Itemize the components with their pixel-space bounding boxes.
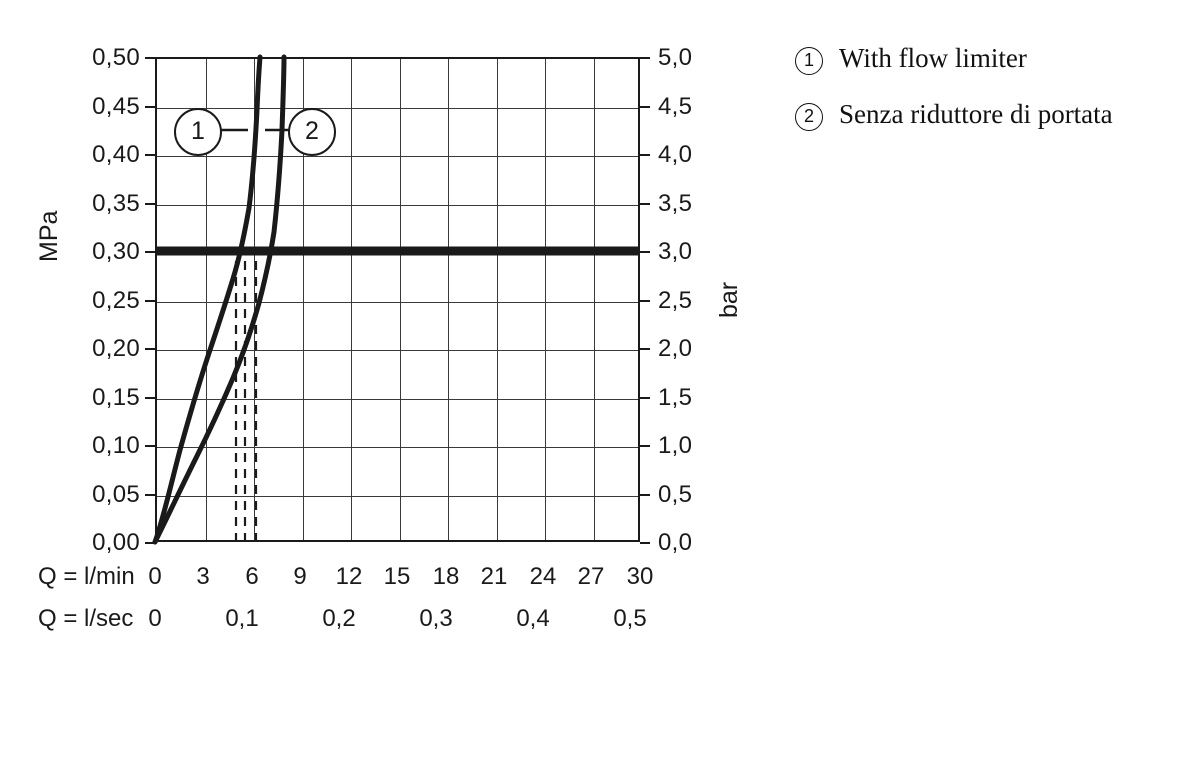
- x-tick-label-lmin: 24: [529, 563, 557, 590]
- y-tick-label-left: 0,45: [92, 92, 140, 120]
- y-tick-label-left: 0,30: [92, 238, 140, 265]
- y-tick-label-right: 3,5: [658, 189, 693, 217]
- x-tick-label-lmin: 12: [335, 563, 363, 590]
- x-tick-label-lmin: 3: [196, 563, 210, 590]
- y-tick-label-left: 0,35: [92, 189, 140, 217]
- callout-1: 1: [174, 108, 222, 156]
- legend-number-icon: 2: [795, 103, 823, 131]
- y-tick-label-right: 1,0: [658, 432, 693, 459]
- y-tick-label-left: 0,50: [92, 44, 140, 71]
- y-tick-label-right: 5,0: [658, 44, 693, 71]
- x-tick-label-lmin: 9: [293, 563, 307, 590]
- y-tick-label-right: 3,0: [658, 238, 693, 265]
- legend-item-1: [795, 42, 1185, 76]
- x-tick-label-lmin: 15: [383, 563, 411, 590]
- y-tick-label-right: 0,0: [658, 529, 693, 556]
- y-tick-label-left: 0,25: [92, 286, 140, 314]
- y-tick-label-right: 2,0: [658, 335, 693, 362]
- y-tick-label-left: 0,00: [92, 529, 140, 556]
- legend: [795, 42, 1185, 154]
- y-tick-label-left: 0,10: [92, 432, 140, 459]
- x-tick-label-lmin: 21: [480, 563, 508, 590]
- legend-item-2: [795, 98, 1185, 132]
- y-tick-label-left: 0,15: [92, 383, 140, 411]
- x-axis-title-lsec: Q = l/sec: [38, 605, 134, 632]
- y-tick-label-left: 0,40: [92, 141, 140, 168]
- y-tick-label-right: 4,5: [658, 92, 693, 120]
- x-axis-title-lmin: Q = l/min: [38, 563, 135, 590]
- x-tick-label-lsec: 0,2: [322, 605, 356, 632]
- legend-number-icon: 1: [795, 47, 823, 75]
- y-tick-label-left: 0,05: [92, 480, 140, 508]
- x-tick-label-lsec: 0,1: [225, 605, 259, 632]
- y-tick-label-right: 2,5: [658, 286, 693, 314]
- x-tick-label-lmin: 18: [432, 563, 460, 590]
- x-tick-label-lsec: 0,5: [613, 605, 647, 632]
- y-axis-title-right: bar: [715, 281, 743, 318]
- x-tick-label-lmin: 27: [577, 563, 605, 590]
- y-tick-label-right: 0,5: [658, 480, 693, 508]
- legend-label: With flow limiter: [839, 43, 1027, 73]
- legend-label: Senza riduttore di portata: [839, 98, 1113, 129]
- x-tick-label-lsec: 0: [148, 605, 162, 632]
- y-tick-label-right: 4,0: [658, 141, 693, 168]
- x-tick-label-lmin: 0: [148, 563, 162, 590]
- y-tick-label-left: 0,20: [92, 335, 140, 362]
- x-tick-label-lmin: 30: [626, 563, 654, 590]
- x-tick-label-lsec: 0,3: [419, 605, 453, 632]
- y-tick-label-right: 1,5: [658, 383, 693, 411]
- y-axis-title-left: MPa: [35, 210, 63, 262]
- x-tick-label-lsec: 0,4: [516, 605, 550, 632]
- callout-2: 2: [288, 108, 336, 156]
- x-tick-label-lmin: 6: [245, 563, 259, 590]
